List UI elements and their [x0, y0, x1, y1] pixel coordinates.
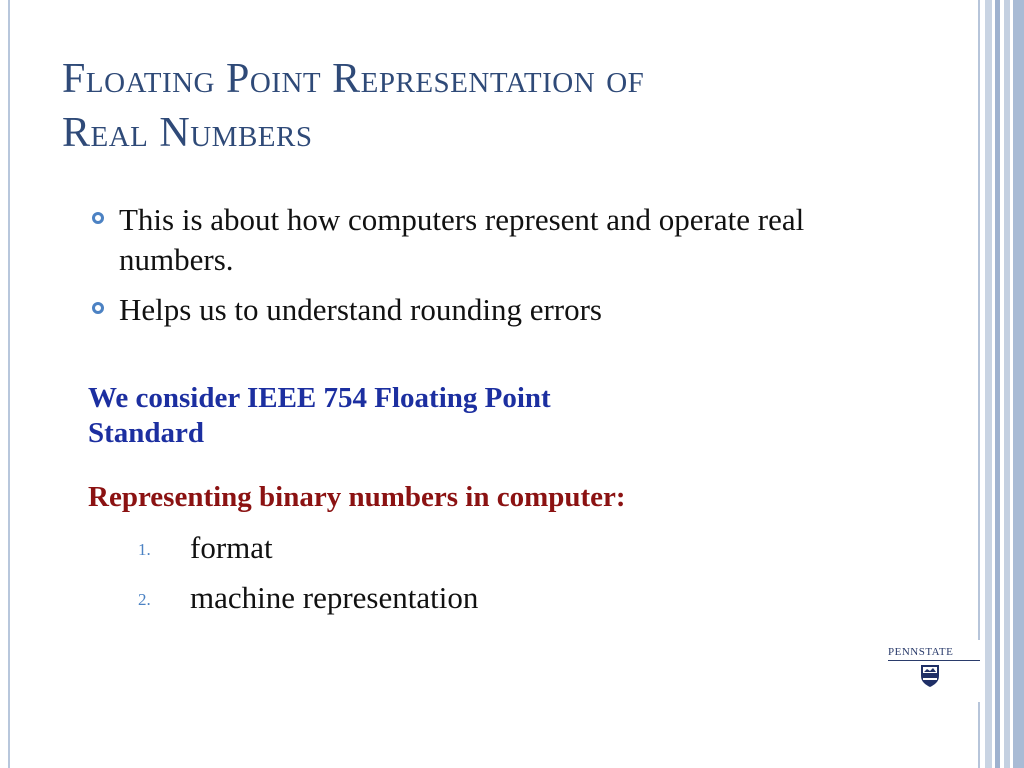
- left-border: [0, 0, 10, 768]
- bullet-text: Helps us to understand rounding errors: [119, 292, 602, 327]
- list-item: [120, 528, 720, 578]
- list-number: 1.: [138, 540, 151, 559]
- list-item-text: machine representation: [190, 580, 479, 615]
- list-item-text: format: [190, 530, 273, 565]
- ieee-line-1: We consider IEEE 754 Floating Point: [88, 382, 551, 414]
- list-item: [92, 290, 912, 330]
- representing-heading: Representing binary numbers in computer:: [88, 481, 626, 513]
- list-number: 2.: [138, 590, 151, 609]
- logo-text: PENNSTATE: [888, 646, 954, 658]
- list-item: [92, 200, 912, 280]
- list-item: [120, 578, 720, 628]
- numbered-list: [120, 528, 720, 628]
- decorative-stripes: [978, 0, 1024, 768]
- slide-title: [62, 52, 942, 160]
- shield-icon: [920, 664, 940, 688]
- logo-divider: [888, 660, 980, 661]
- title-line-1: Floating Point Representation of: [62, 56, 645, 102]
- ieee-standard-note: [88, 381, 788, 451]
- ieee-line-2: Standard: [88, 417, 205, 449]
- penn-state-logo: [886, 640, 982, 702]
- bullet-text: This is about how computers represent and operate real numbers.: [119, 202, 805, 277]
- circle-bullet-icon: [92, 212, 104, 224]
- circle-bullet-icon: [92, 302, 104, 314]
- bullet-list: [92, 200, 912, 340]
- title-line-2: Real Numbers: [62, 110, 313, 156]
